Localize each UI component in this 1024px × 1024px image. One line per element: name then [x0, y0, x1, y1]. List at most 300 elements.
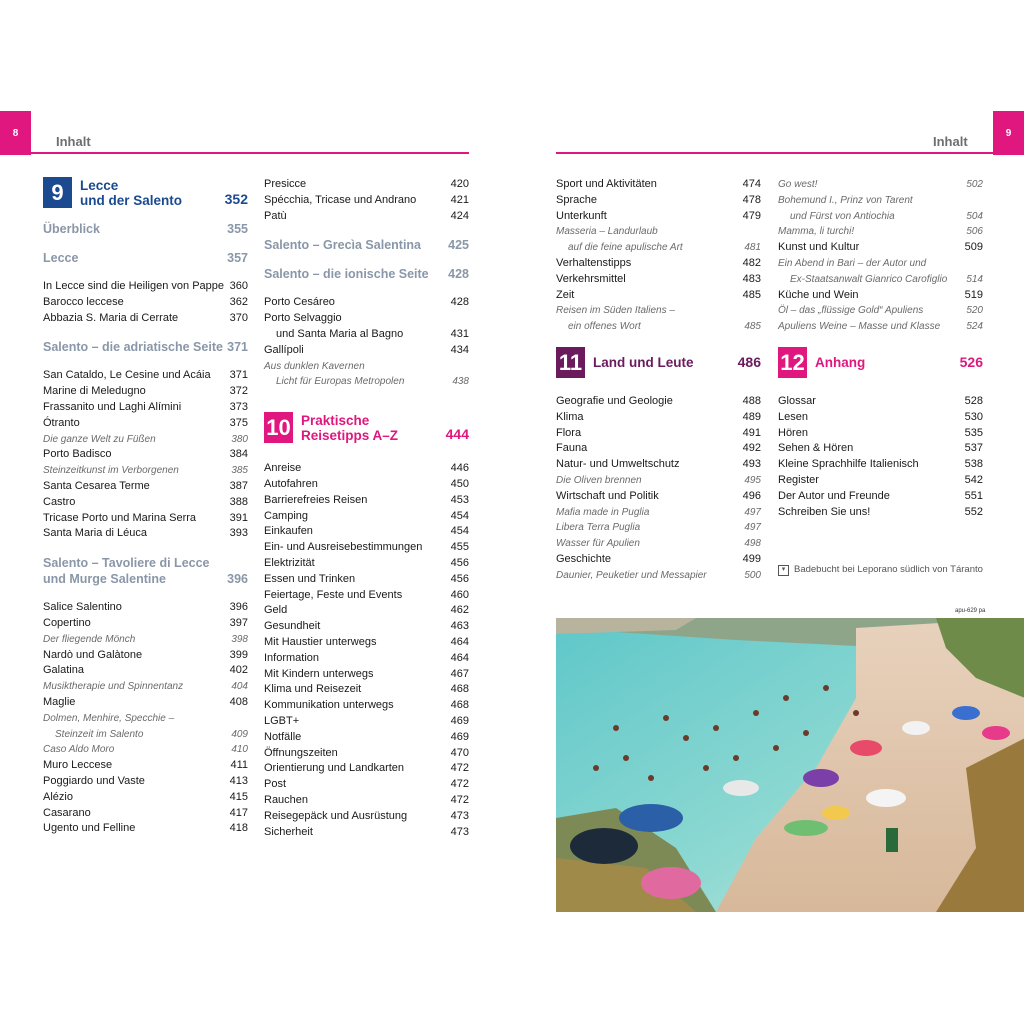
toc-entry[interactable] [43, 695, 248, 711]
toc-entry[interactable] [43, 295, 248, 311]
beach-photo [556, 618, 1024, 912]
toc-entry-page [224, 711, 248, 727]
toc-entry-title: und Santa Maria al Bagno [276, 327, 404, 340]
toc-entry[interactable] [556, 303, 761, 319]
chapter-title-line: Lecce [80, 178, 119, 193]
toc-entry-title: Mamma, li turchi! [778, 226, 855, 238]
toc-entry-title: Ótranto [43, 416, 80, 429]
toc-entry-page [445, 359, 469, 375]
toc-entry[interactable] [556, 505, 761, 521]
toc-entry[interactable] [264, 461, 469, 477]
toc-entry-title: Aus dunklen Kavernen [264, 360, 365, 372]
toc-entry-page: 380 [231, 433, 248, 445]
toc-entry-page: 453 [450, 493, 469, 506]
toc-entry[interactable] [556, 457, 761, 473]
toc-entry[interactable] [264, 761, 469, 777]
toc-entry[interactable] [43, 511, 248, 527]
chapter-10-heading[interactable] [264, 412, 469, 443]
toc-entry-page: 360 [229, 280, 249, 292]
toc-entry[interactable] [264, 588, 469, 604]
spacer [264, 390, 469, 412]
toc-entry-title: Mit Haustier unterwegs [264, 635, 377, 648]
toc-entry[interactable] [778, 303, 983, 319]
toc-entry-page: 446 [450, 462, 469, 475]
toc-entry-title: Santa Cesarea Terme [43, 479, 150, 492]
toc-entry[interactable] [556, 568, 761, 584]
toc-entry-title: Wirtschaft und Politik [556, 489, 659, 502]
toc-entry-page: 473 [450, 809, 469, 822]
spacer [778, 335, 983, 347]
toc-entry-title: Gesundheit [264, 620, 321, 633]
toc-entry-title: Steinzeit im Salento [55, 728, 144, 740]
toc-entry[interactable] [43, 663, 248, 679]
toc-entry[interactable] [778, 288, 983, 304]
toc-entry-page: 497 [744, 506, 761, 518]
toc-entry[interactable] [264, 556, 469, 572]
toc-entry-page [737, 303, 761, 319]
toc-entry-title: Porto Selvaggio [264, 312, 342, 325]
toc-entry[interactable] [264, 177, 469, 193]
toc-entry-title: Geografie und Geologie [556, 394, 673, 407]
toc-entry-title: Einkaufen [264, 525, 313, 538]
toc-entry-page: 551 [964, 489, 983, 502]
toc-entry[interactable] [778, 457, 983, 473]
toc-entry-page: 396 [229, 601, 248, 614]
toc-entry-page: 415 [229, 790, 248, 803]
toc-entry-title: Feiertage, Feste und Events [264, 588, 403, 601]
toc-entry[interactable] [43, 742, 248, 758]
toc-entry-page: 481 [744, 242, 761, 254]
toc-entry-page: 454 [450, 509, 469, 522]
toc-entry[interactable] [264, 793, 469, 809]
toc-entry-title: Küche und Wein [778, 288, 859, 301]
toc-entry[interactable] [264, 777, 469, 793]
toc-entry-title: Porto Badisco [43, 448, 112, 461]
toc-entry[interactable] [264, 374, 469, 390]
toc-entry-page: 542 [964, 473, 983, 486]
toc-entry-page: 431 [450, 327, 469, 340]
toc-list [556, 177, 761, 335]
toc-entry[interactable] [43, 806, 248, 822]
toc-entry-title: Wasser für Apulien [556, 538, 640, 550]
beach-illustration [556, 618, 1024, 912]
toc-entry[interactable] [778, 224, 983, 240]
toc-entry[interactable] [43, 416, 248, 432]
toc-entry[interactable] [43, 368, 248, 384]
toc-entry-title: Kommunikation unterwegs [264, 699, 394, 712]
toc-entry[interactable] [264, 572, 469, 588]
toc-entry[interactable] [43, 463, 248, 479]
toc-entry-page: 462 [450, 604, 469, 617]
toc-entry-page: 528 [964, 394, 983, 407]
toc-entry-title: auf die feine apulische Art [568, 242, 683, 254]
toc-entry-page: 520 [966, 305, 983, 317]
toc-entry-title: Geld [264, 604, 288, 617]
photo-credit: apu-629 pa [955, 608, 986, 614]
toc-entry-page: 464 [450, 635, 469, 648]
toc-entry-page: 399 [229, 648, 248, 661]
toc-entry-page: 509 [964, 241, 983, 254]
photo-caption [778, 562, 983, 578]
toc-entry[interactable] [43, 711, 248, 727]
toc-entry-title: Alézio [43, 790, 73, 803]
toc-entry[interactable] [556, 520, 761, 536]
section-title-line: Salento – Tavoliere di Lecce [43, 556, 210, 571]
toc-entry-title: Mit Kindern unterwegs [264, 667, 374, 680]
toc-entry[interactable] [264, 714, 469, 730]
toc-entry[interactable] [778, 489, 983, 505]
toc-entry[interactable] [264, 651, 469, 667]
toc-entry[interactable] [43, 400, 248, 416]
toc-entry-page: 502 [966, 179, 983, 190]
toc-entry-title: Sprache [556, 193, 597, 206]
section-adriatic[interactable] [43, 339, 248, 355]
toc-entry[interactable] [43, 679, 248, 695]
toc-entry-page: 467 [450, 667, 469, 680]
toc-entry-title: Hören [778, 426, 808, 439]
toc-entry-page: 428 [450, 296, 469, 309]
toc-entry[interactable] [43, 600, 248, 616]
toc-entry[interactable] [556, 177, 761, 193]
spacer [556, 335, 761, 347]
toc-entry-title: Caso Aldo Moro [43, 744, 115, 756]
toc-entry-page: 454 [450, 525, 469, 538]
toc-entry[interactable] [556, 240, 761, 256]
chapter-page: 486 [737, 353, 761, 370]
chapter-9-heading[interactable] [43, 177, 248, 208]
toc-entry-page [737, 224, 761, 240]
toc-entry[interactable] [264, 619, 469, 635]
toc-entry-title: Masseria – Landurlaub [556, 226, 658, 238]
toc-entry-page [445, 311, 469, 327]
toc-list [264, 295, 469, 390]
toc-entry-page: 421 [450, 193, 469, 206]
toc-entry-page: 499 [742, 552, 761, 565]
toc-entry-title: Reisegepäck und Ausrüstung [264, 809, 408, 822]
toc-column-3 [556, 177, 761, 584]
toc-entry[interactable] [43, 384, 248, 400]
toc-entry-title: LGBT+ [264, 714, 300, 727]
toc-entry-title: Barrierefreies Reisen [264, 493, 368, 506]
chapter-page: 526 [959, 353, 983, 370]
toc-entry-title: Öffnungszeiten [264, 746, 338, 759]
toc-entry-title: Register [778, 473, 819, 486]
toc-entry-page [959, 256, 983, 272]
toc-entry[interactable] [778, 319, 983, 335]
toc-entry-page: 524 [966, 321, 983, 333]
section-title: Salento – Grecìa Salentina [264, 238, 422, 253]
toc-entry[interactable] [43, 311, 248, 327]
toc-entry[interactable] [264, 493, 469, 509]
toc-entry[interactable] [264, 209, 469, 225]
toc-entry-title: Santa Maria di Léuca [43, 527, 147, 540]
toc-entry-title: Klima [556, 410, 584, 423]
toc-entry[interactable] [556, 288, 761, 304]
toc-entry[interactable] [264, 825, 469, 841]
page-number: 9 [1005, 127, 1012, 139]
toc-entry-page: 373 [229, 400, 248, 413]
toc-entry-page: 496 [742, 489, 761, 502]
toc-entry-title: Copertino [43, 616, 91, 629]
toc-entry[interactable] [778, 209, 983, 225]
toc-entry-title: Ex-Staatsanwalt Gianrico Carofiglio [790, 273, 948, 285]
toc-entry-title: ein offenes Wort [568, 321, 641, 333]
toc-entry[interactable] [264, 343, 469, 359]
toc-entry[interactable] [43, 479, 248, 495]
toc-entry-title: Die Oliven brennen [556, 474, 642, 486]
toc-entry-title: Die ganze Welt zu Füßen [43, 433, 156, 445]
toc-entry-title: Post [264, 778, 287, 791]
toc-entry-title: Bohemund I., Prinz von Tarent [778, 194, 913, 206]
toc-entry-title: Libera Terra Puglia [556, 522, 641, 534]
toc-entry[interactable] [43, 821, 248, 837]
toc-entry-page: 410 [231, 744, 248, 756]
section-page: 425 [448, 238, 469, 253]
toc-entry-page: 498 [744, 538, 761, 550]
toc-entry[interactable] [264, 193, 469, 209]
toc-entry-title: Notfälle [264, 730, 302, 743]
toc-entry[interactable] [778, 505, 983, 521]
caption-arrow-icon: ▾ [778, 565, 789, 576]
toc-entry-title: Musiktherapie und Spinnentanz [43, 681, 184, 693]
toc-entry-title: Apuliens Weine – Masse und Klasse [778, 321, 941, 333]
toc-entry[interactable] [778, 240, 983, 256]
toc-entry-title: Orientierung und Landkarten [264, 762, 405, 775]
toc-entry-title: In Lecce sind die Heiligen von Pappe [43, 280, 225, 292]
section-title: Salento – die ionische Seite [264, 267, 429, 282]
toc-entry-page: 371 [229, 369, 248, 382]
toc-entry[interactable] [264, 730, 469, 746]
toc-entry[interactable] [556, 224, 761, 240]
toc-entry-title: Camping [264, 509, 309, 522]
toc-entry[interactable] [778, 410, 983, 426]
toc-entry-page: 473 [450, 825, 469, 838]
page-number-tab-left [0, 111, 31, 155]
toc-entry-page: 384 [229, 448, 248, 461]
toc-entry-title: Maglie [43, 695, 76, 708]
chapter-number-badge: 11 [556, 347, 585, 378]
toc-entry[interactable] [556, 272, 761, 288]
toc-entry[interactable] [778, 473, 983, 489]
toc-entry[interactable] [264, 477, 469, 493]
toc-entry-page: 393 [229, 527, 248, 540]
caption-text: Badebucht bei Leporano südlich von Táranto [794, 564, 983, 576]
toc-entry[interactable] [264, 603, 469, 619]
toc-entry[interactable] [556, 473, 761, 489]
toc-entry-page: 402 [229, 664, 248, 677]
toc-entry[interactable] [556, 489, 761, 505]
toc-entry[interactable] [43, 648, 248, 664]
chapter-title: Land und Leute [593, 354, 694, 370]
toc-entry[interactable] [43, 432, 248, 448]
toc-entry-title: Licht für Europas Metropolen [276, 376, 405, 388]
toc-entry[interactable] [556, 426, 761, 442]
toc-entry-page: 420 [450, 178, 469, 190]
section-page: 428 [448, 267, 469, 282]
chapter-title: Anhang [815, 354, 866, 370]
section-page: 371 [227, 340, 248, 355]
toc-entry[interactable] [43, 790, 248, 806]
toc-entry-title: San Cataldo, Le Cesine und Acáia [43, 369, 211, 382]
toc-entry[interactable] [43, 447, 248, 463]
toc-entry-title: Barocco leccese [43, 295, 124, 308]
toc-entry-title: Reisen im Süden Italiens – [556, 305, 675, 317]
toc-entry-title: Nardò und Galàtone [43, 648, 143, 661]
toc-entry-page: 398 [231, 633, 248, 645]
toc-entry-title: Glossar [778, 394, 816, 407]
toc-entry[interactable] [778, 177, 983, 193]
toc-entry[interactable] [778, 272, 983, 288]
toc-entry-page: 456 [450, 572, 469, 585]
toc-entry[interactable] [43, 526, 248, 542]
toc-entry-title: Poggiardo und Vaste [43, 774, 145, 787]
toc-entry-page: 460 [450, 588, 469, 601]
toc-entry-page: 450 [450, 477, 469, 490]
section-grecia[interactable] [264, 237, 469, 253]
toc-entry-title: Steinzeitkunst im Verborgenen [43, 465, 179, 477]
toc-entry[interactable] [556, 256, 761, 272]
header-rule-right [556, 152, 993, 154]
toc-entry-page: 495 [744, 474, 761, 486]
section-page: 396 [227, 572, 248, 587]
toc-entry[interactable] [43, 727, 248, 743]
section-ionic[interactable] [264, 266, 469, 282]
toc-entry-page: 483 [742, 272, 761, 285]
toc-entry-page: 456 [450, 556, 469, 569]
section-tavoliere[interactable] [43, 555, 248, 587]
toc-entry-page: 497 [744, 522, 761, 534]
toc-entry-title: Sport und Aktivitäten [556, 178, 657, 190]
toc-entry[interactable] [264, 359, 469, 375]
toc-column-1 [43, 177, 248, 837]
toc-column-4 [778, 177, 983, 578]
toc-entry-page: 409 [231, 728, 248, 740]
toc-entry-title: Ugento und Felline [43, 822, 136, 835]
toc-entry[interactable] [556, 536, 761, 552]
chapter-12-heading[interactable] [778, 347, 983, 378]
toc-entry[interactable] [43, 495, 248, 511]
toc-entry-title: Ein Abend in Bari – der Autor und [778, 257, 927, 269]
toc-entry[interactable] [264, 635, 469, 651]
toc-entry[interactable] [778, 426, 983, 442]
toc-entry-title: Spécchia, Tricase und Andrano [264, 193, 417, 206]
toc-entry[interactable] [556, 552, 761, 568]
toc-entry-page: 492 [742, 442, 761, 455]
chapter-title [72, 178, 225, 208]
toc-entry[interactable] [43, 632, 248, 648]
toc-entry-page: 387 [229, 479, 248, 492]
section-title-line: und Murge Salentine [43, 572, 166, 587]
toc-entry[interactable] [264, 509, 469, 525]
toc-entry-page: 413 [229, 774, 248, 787]
toc-entry[interactable] [43, 774, 248, 790]
section-ueberblick[interactable] [43, 221, 248, 237]
section-page: 357 [227, 251, 248, 265]
page-number-tab-right [993, 111, 1024, 155]
toc-entry-title: Go west! [778, 179, 818, 190]
toc-entry-page: 488 [742, 394, 761, 407]
toc-entry-title: Verkehrsmittel [556, 272, 626, 285]
chapter-11-heading[interactable] [556, 347, 761, 378]
toc-entry-page: 472 [450, 778, 469, 791]
toc-entry-page: 530 [964, 410, 983, 423]
toc-list [43, 279, 248, 326]
toc-entry[interactable] [264, 295, 469, 311]
toc-entry[interactable] [556, 193, 761, 209]
toc-entry[interactable] [778, 394, 983, 410]
toc-entry-title: Galatina [43, 664, 84, 677]
toc-entry[interactable] [43, 758, 248, 774]
toc-entry-title: Kunst und Kultur [778, 241, 860, 254]
toc-entry-page: 472 [450, 762, 469, 775]
toc-entry-page: 411 [230, 759, 248, 772]
toc-entry-page: 482 [742, 256, 761, 269]
toc-entry-page: 375 [229, 416, 248, 429]
toc-entry-title: Daunier, Peuketier und Messapier [556, 569, 707, 581]
toc-entry-page: 537 [964, 442, 983, 455]
chapter-title [293, 413, 446, 443]
toc-entry[interactable] [264, 809, 469, 825]
toc-entry-title: Der Autor und Freunde [778, 489, 890, 502]
toc-entry-page: 391 [229, 511, 248, 524]
toc-entry[interactable] [264, 682, 469, 698]
toc-entry-title: Unterkunft [556, 209, 607, 222]
toc-entry-title: Verhaltenstipps [556, 256, 632, 269]
toc-entry-page: 388 [229, 495, 248, 508]
toc-entry-page: 468 [450, 683, 469, 696]
toc-entry-title: Autofahren [264, 477, 318, 490]
toc-entry[interactable] [43, 616, 248, 632]
toc-entry-page: 464 [450, 651, 469, 664]
toc-entry[interactable] [264, 746, 469, 762]
toc-entry-page: 485 [742, 288, 761, 301]
toc-entry-page: 424 [450, 209, 469, 222]
toc-entry[interactable] [556, 441, 761, 457]
toc-entry-title: und Fürst von Antiochia [790, 210, 895, 222]
toc-entry-title: Sicherheit [264, 825, 313, 838]
section-title [43, 555, 210, 587]
toc-entry[interactable] [778, 256, 983, 272]
toc-entry[interactable] [556, 394, 761, 410]
toc-entry[interactable] [556, 410, 761, 426]
toc-entry[interactable] [264, 311, 469, 327]
toc-entry[interactable] [264, 540, 469, 556]
toc-entry-page: 438 [452, 376, 469, 388]
toc-entry-title: Dolmen, Menhire, Specchie – [43, 712, 175, 724]
toc-entry-page: 470 [450, 746, 469, 759]
toc-entry[interactable] [264, 327, 469, 343]
toc-entry-title: Lesen [778, 410, 808, 423]
chapter-number-badge: 12 [778, 347, 807, 378]
toc-entry-page: 491 [742, 426, 761, 439]
toc-entry-title: Der fliegende Mönch [43, 633, 136, 645]
toc-entry[interactable] [778, 193, 983, 209]
toc-entry-page: 489 [742, 410, 761, 423]
toc-entry-page: 472 [450, 793, 469, 806]
toc-entry[interactable] [264, 524, 469, 540]
section-lecce[interactable] [43, 250, 248, 266]
toc-entry[interactable] [264, 667, 469, 683]
toc-entry-page: 372 [229, 385, 248, 398]
toc-entry-title: Zeit [556, 288, 575, 301]
toc-list [43, 600, 248, 837]
toc-entry[interactable] [264, 698, 469, 714]
toc-entry[interactable] [556, 319, 761, 335]
toc-entry[interactable] [778, 441, 983, 457]
toc-entry[interactable] [43, 279, 248, 295]
toc-entry-title: Tricase Porto und Marina Serra [43, 511, 197, 524]
toc-entry[interactable] [556, 209, 761, 225]
